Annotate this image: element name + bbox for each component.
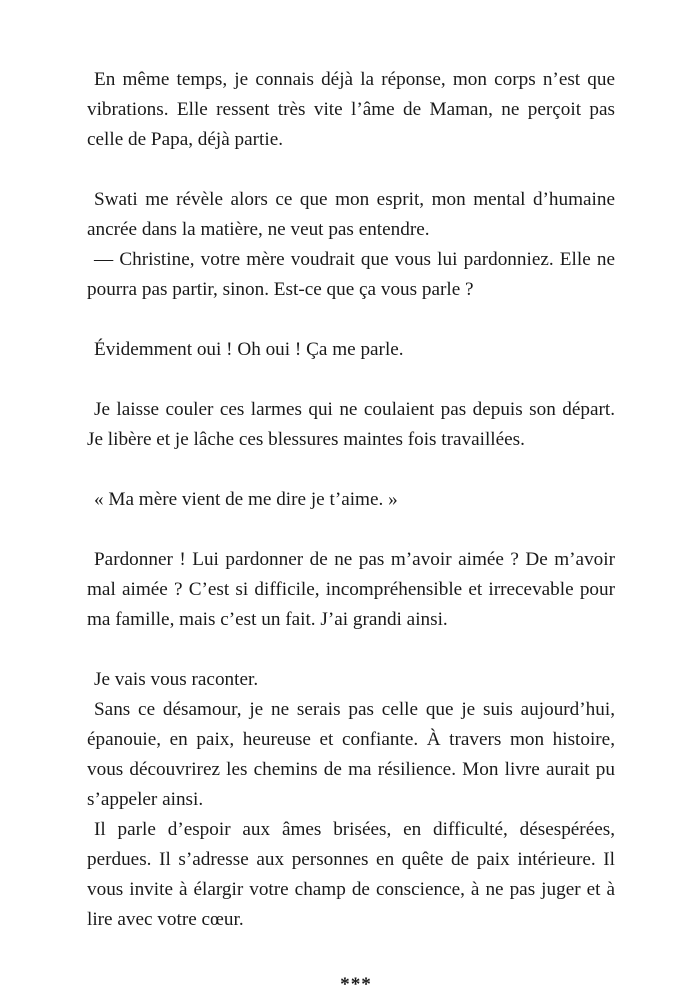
paragraph-quote: « Ma mère vient de me dire je t’aime. » — [94, 489, 398, 510]
book-page — [87, 65, 615, 1000]
paragraph-swati: Swati me révèle alors ce que mon esprit, mon mental d’humaine ancrée dans la matière, ne veut pas entendre. — [87, 189, 615, 240]
paragraph-vibrations: En même temps, je connais déjà la réponse, mon corps n’est que vibrations. Elle ressent très vite l’âme de Maman, ne perçoit pas celle de Papa, déjà partie. — [87, 69, 615, 150]
section-separator: *** — [340, 974, 372, 995]
paragraph-espoir: Il parle d’espoir aux âmes brisées, en difficulté, désespérées, perdues. Il s’adresse aux personnes en quête de paix intérieure. Il vous invite à élargir votre champ de conscience, à ne pas juger et à lire avec votre cœur. — [87, 819, 615, 930]
paragraph-larmes: Je laisse couler ces larmes qui ne coulaient pas depuis son départ. Je libère et je lâche ces blessures maintes fois travaillées. — [87, 399, 615, 450]
paragraph-pardonner: Pardonner ! Lui pardonner de ne pas m’avoir aimée ? De m’avoir mal aimée ? C’est si difficile, incompréhensible et irrecevable pour ma famille, mais c’est un fait. J’ai grandi ainsi. — [87, 549, 615, 630]
paragraph-desamour: Sans ce désamour, je ne serais pas celle que je suis aujourd’hui, épanouie, en paix, heureuse et confiante. À travers mon histoire, vous découvrirez les chemins de ma résilience. Mon livre aurait pu s’appeler ainsi. — [87, 699, 615, 810]
paragraph-raconter: Je vais vous raconter. — [94, 669, 259, 690]
dialogue-christine: — Christine, votre mère voudrait que vous lui pardonniez. Elle ne pourra pas partir, sinon. Est-ce que ça vous parle ? — [87, 249, 615, 300]
paragraph-evidemment: Évidemment oui ! Oh oui ! Ça me parle. — [94, 339, 404, 360]
